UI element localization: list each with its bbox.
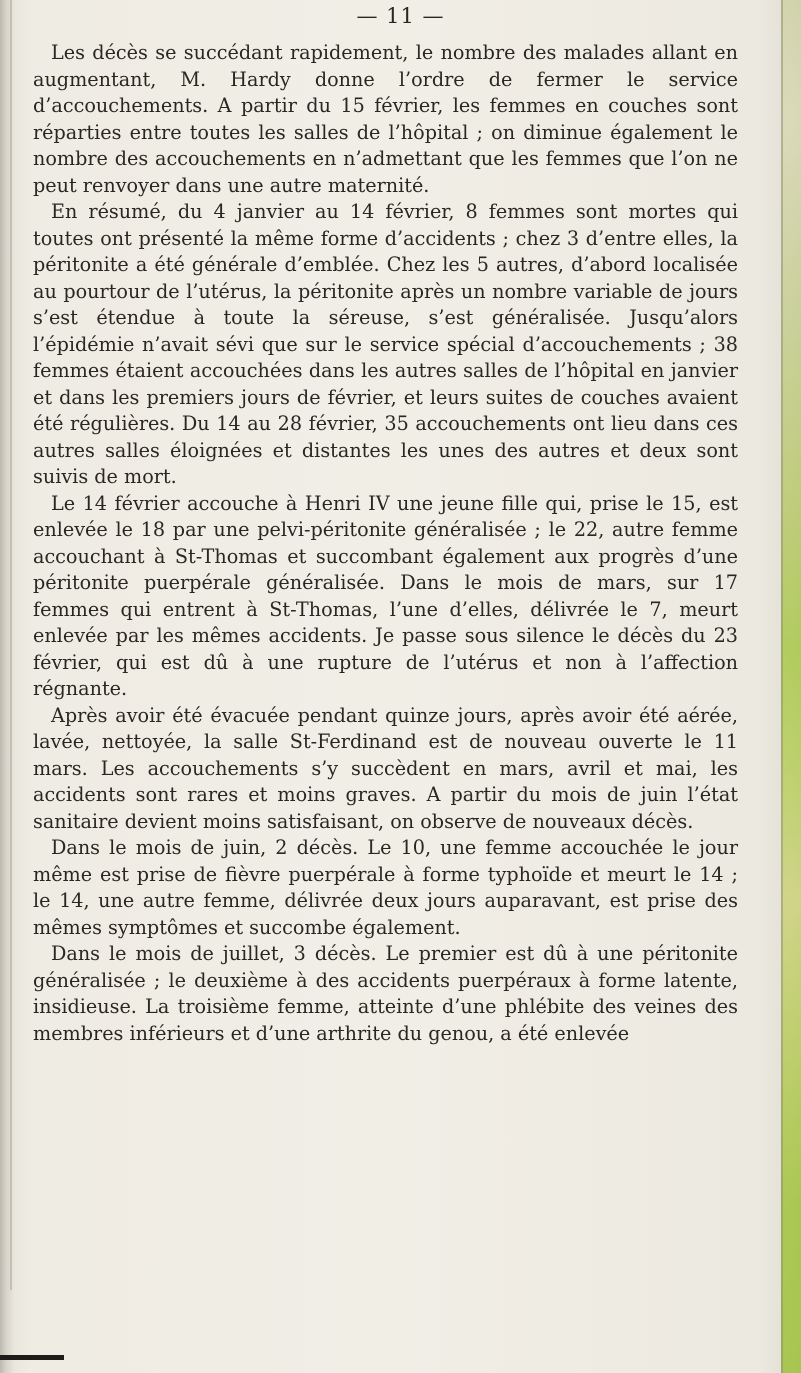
paragraph: Dans le mois de juin, 2 décès. Le 10, une femme accouchée le jour même est prise de fièvre puerpérale à forme typhoïde et meurt le 14 ; le 14, une autre femme, délivrée deux jours auparavant, est prise des mêmes symptômes et succombe également. bbox=[33, 836, 738, 939]
paragraph: Dans le mois de juillet, 3 décès. Le premier est dû à une péritonite généralisée ; le deuxième à des accidents puerpéraux à forme latente, insidieuse. La troisième femme, atteinte d’une phlébite des veines des membres inférieurs et d’une arthrite du genou, a été enlevée bbox=[33, 942, 738, 1045]
page-number: — 11 — bbox=[356, 4, 445, 28]
paragraph: Le 14 février accouche à Henri IV une jeune fille qui, prise le 15, est enlevée le 18 par une pelvi-péritonite généralisée ; le 22, autre femme accouchant à St-Thomas et succombant également aux progrès d’une péritonite puerpérale généralisée. Dans le mois de mars, sur 17 femmes qui entrent à St-Thomas, l’une d’elles, délivrée le 7, meurt enlevée par les mêmes accidents. Je passe sous silence le décès du 23 février, qui est dû à une rupture de l’utérus et non à l’affection régnante. bbox=[33, 491, 738, 700]
body-text bbox=[33, 40, 738, 1047]
page-edge-line bbox=[781, 0, 783, 1373]
page-edge-stain bbox=[781, 0, 801, 1373]
paragraph: Les décès se succédant rapidement, le nombre des malades allant en augmentant, M. Hardy donne l’ordre de fermer le service d’accouchements. A partir du 15 février, les femmes en couches sont réparties entre toutes les salles de l’hôpital ; on diminue également le nombre des accouchements en n’admettant que les femmes que l’on ne peut renvoyer dans une autre maternité. bbox=[33, 41, 738, 197]
bottom-rule bbox=[0, 1355, 64, 1360]
paragraph: Après avoir été évacuée pendant quinze jours, après avoir été aérée, lavée, nettoyée, la salle St-Ferdinand est de nouveau ouverte le 11 mars. Les accouchements s’y succèdent en mars, avril et mai, les accidents sont rares et moins graves. A partir du mois de juin l’état sanitaire devient moins satisfaisant, on observe de nouveaux décès. bbox=[33, 703, 738, 833]
binding-edge bbox=[10, 0, 12, 1290]
paragraph: En résumé, du 4 janvier au 14 février, 8 femmes sont mortes qui toutes ont présenté la même forme d’accidents ; chez 3 d’entre elles, la péritonite a été générale d’emblée. Chez les 5 autres, d’abord localisée au pourtour de l’utérus, la péritonite après un nombre variable de jours s’est étendue à toute la séreuse, s’est généralisée. Jusqu’alors l’épidémie n’avait sévi que sur le service spécial d’accouchements ; 38 femmes étaient accouchées dans les autres salles de l’hôpital en janvier et dans les premiers jours de février, et leurs suites de couches avaient été régulières. Du 14 au 28 février, 35 accouchements ont lieu dans ces autres salles éloignées et distantes les unes des autres et deux sont suivis de mort. bbox=[33, 200, 738, 488]
